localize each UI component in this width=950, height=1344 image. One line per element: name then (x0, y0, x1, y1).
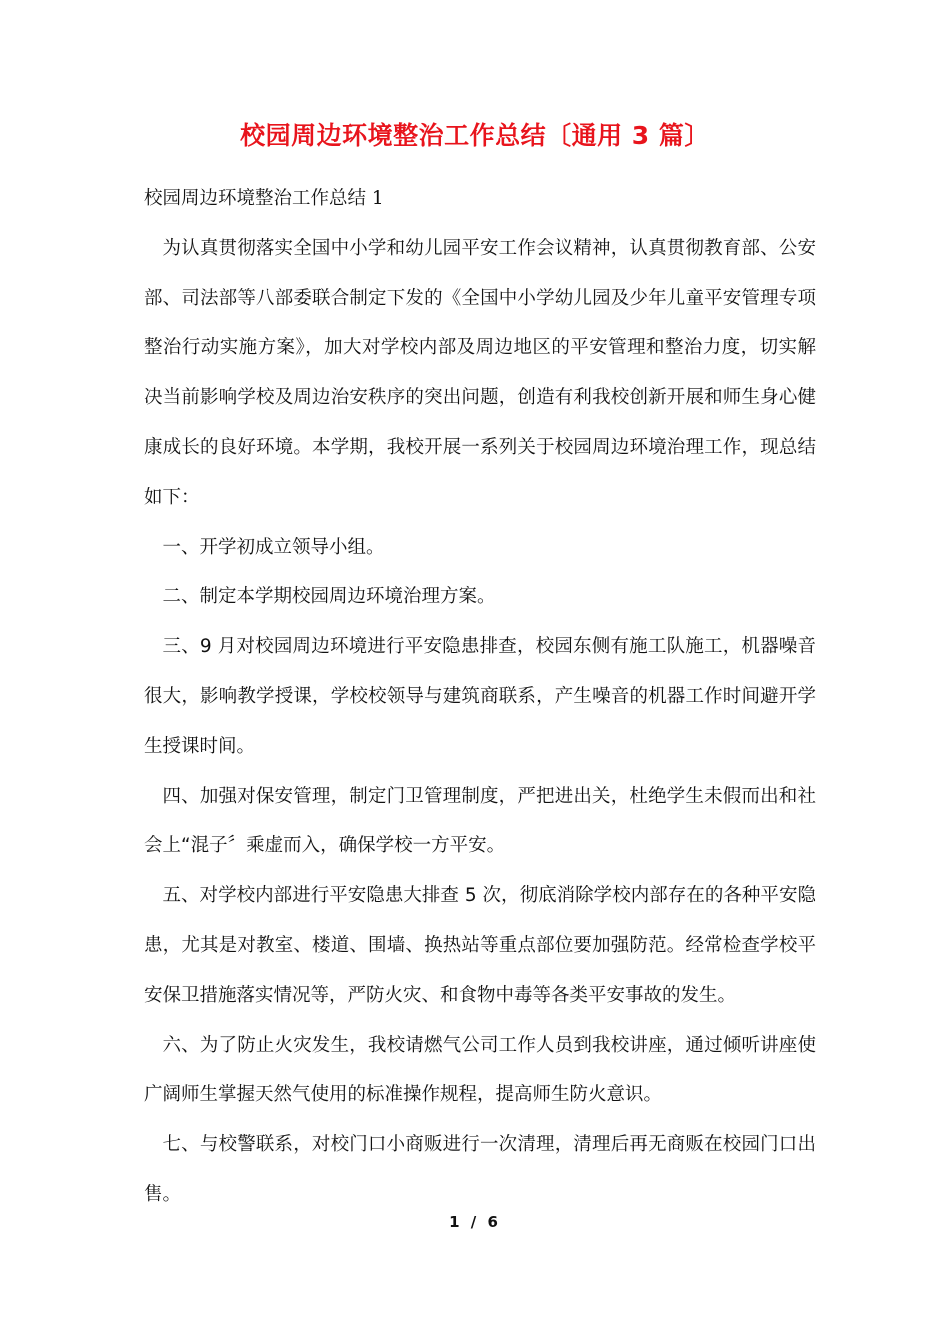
document-title: 校园周边环境整治工作总结〔通用 3 篇〕 (240, 121, 710, 150)
paragraph-item-1: 一、开学初成立领导小组。 (162, 536, 385, 558)
paragraph-item-5: 五、对学校内部进行平安隐患大排查 5 次，彻底消除学校内部存在的各种平安隐患，尤其是对教室、楼道、围墙、换热站等重点部位要加强防范。经常检查学校平安保卫措施落实情况等，严防火灾、和食物中毒等各类平安事故的发生。 (144, 885, 816, 1006)
page-number: 1 / 6 (449, 1213, 501, 1231)
paragraph-item-3: 三、9 月对校园周边环境进行平安隐患排查，校园东侧有施工队施工，机器噪音很大，影响教学授课，学校校领导与建筑商联系，产生噪音的机器工作时间避开学生授课时间。 (144, 636, 816, 757)
paragraph-item-6: 六、为了防止火灾发生，我校请燃气公司工作人员到我校讲座，通过倾听讲座使广阔师生掌握天然气使用的标准操作规程，提高师生防火意识。 (144, 1034, 816, 1106)
document-body (144, 174, 816, 1220)
paragraph-intro: 为认真贯彻落实全国中小学和幼儿园平安工作会议精神，认真贯彻教育部、公安部、司法部等八部委联合制定下发的《全国中小学幼儿园及少年儿童平安管理专项整治行动实施方案》，加大对学校内部及周边地区的平安管理和整治力度，切实解决当前影响学校及周边治安秩序的突出问题，创造有利我校创新开展和师生身心健康成长的良好环境。本学期，我校开展一系列关于校园周边环境治理工作，现总结如下： (144, 237, 816, 508)
section-heading: 校园周边环境整治工作总结 1 (144, 188, 384, 209)
paragraph-item-4: 四、加强对保安管理，制定门卫管理制度，严把进出关，杜绝学生未假而出和社会上“混子〞乘虚而入，确保学校一方平安。 (144, 785, 816, 857)
paragraph-item-2: 二、制定本学期校园周边环境治理方案。 (162, 586, 496, 608)
paragraph-item-7: 七、与校警联系，对校门口小商贩进行一次清理，清理后再无商贩在校园门口出售。 (144, 1134, 816, 1205)
